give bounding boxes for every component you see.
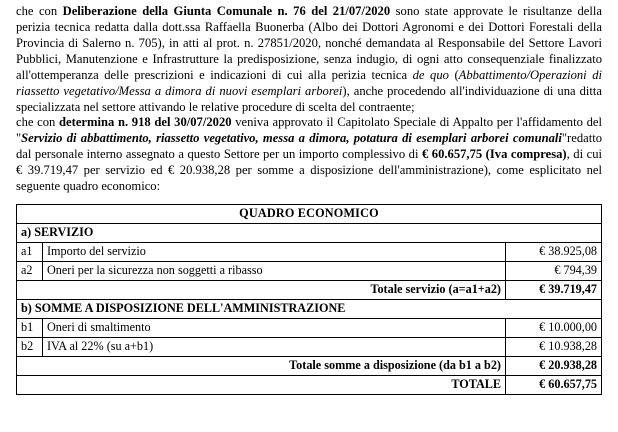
table-section-label: a) SERVIZIO	[17, 224, 602, 243]
table-title-row	[17, 205, 602, 224]
table-cell-description: Oneri per la sicurezza non soggetti a ribasso	[43, 262, 506, 281]
table-cell-code: a2	[17, 262, 43, 281]
table-total-label: TOTALE	[17, 376, 506, 395]
paragraph-determina: che con determina n. 918 del 30/07/2020 veniva approvato il Capitolato Speciale di Appalto per l'affidamento del "Servizio di abbattimento, riassetto vegetativo, messa a dimora, potatura di esemplari arborei comunali"redatto dal personale interno assegnato a questo Settore per un importo complessivo di € 60.657,75 (Iva compresa), di cui € 39.719,47 per servizio ed € 20.938,28 per somme a disposizione dell'amministrazione), come esplicitato nel seguente quadro economico:	[16, 115, 602, 194]
table-total-row	[17, 357, 602, 376]
table-cell-code: b2	[17, 338, 43, 357]
table-cell-description: IVA al 22% (su a+b1)	[43, 338, 506, 357]
table-cell-code: b1	[17, 319, 43, 338]
table-section-row	[17, 224, 602, 243]
table-cell-amount: € 10.000,00	[506, 319, 602, 338]
table-cell-description: Importo del servizio	[43, 243, 506, 262]
table-cell-amount: € 794,39	[506, 262, 602, 281]
table-title: QUADRO ECONOMICO	[17, 205, 602, 224]
table-cell-amount: € 10.938,28	[506, 338, 602, 357]
table-total-label: Totale somme a disposizione (da b1 a b2)	[17, 357, 506, 376]
table-total-amount: € 39.719,47	[506, 281, 602, 300]
table-row	[17, 262, 602, 281]
table-section-row	[17, 300, 602, 319]
table-cell-code: a1	[17, 243, 43, 262]
table-row	[17, 319, 602, 338]
table-row	[17, 338, 602, 357]
table-grand-total-row	[17, 376, 602, 395]
table-row	[17, 243, 602, 262]
table-total-label: Totale servizio (a=a1+a2)	[17, 281, 506, 300]
table-cell-amount: € 38.925,08	[506, 243, 602, 262]
table-total-amount: € 60.657,75	[506, 376, 602, 395]
quadro-economico-table	[16, 204, 602, 395]
paragraph-deliberazione: che con Deliberazione della Giunta Comunale n. 76 del 21/07/2020 sono state approvate le risultanze della perizia tecnica redatta dalla dott.ssa Raffaella Buonerba (Albo dei Dottori Agronomi e dei Dottori Forestali della Provincia di Salerno n. 705), in atti al prot. n. 27851/2020, nonché demandata al Responsabile del Settore Lavori Pubblici, Manutenzione e Infrastrutture la predisposizione, senza indugio, di ogni atto consequenziale finalizzato all'ottemperanza delle prescrizioni e indicazioni di cui alla perizia tecnica de quo (Abbattimento/Operazioni di riassetto vegetativo/Messa a dimora di nuovi esemplari arborei), anche procedendo all'individuazione di una ditta specializzata nel settore attivando le relative procedure di scelta del contraente;	[16, 4, 603, 114]
table-cell-description: Oneri di smaltimento	[43, 319, 506, 338]
table-total-amount: € 20.938,28	[506, 357, 602, 376]
table-section-label: b) SOMME A DISPOSIZIONE DELL'AMMINISTRAZIONE	[17, 300, 602, 319]
table-total-row	[17, 281, 602, 300]
